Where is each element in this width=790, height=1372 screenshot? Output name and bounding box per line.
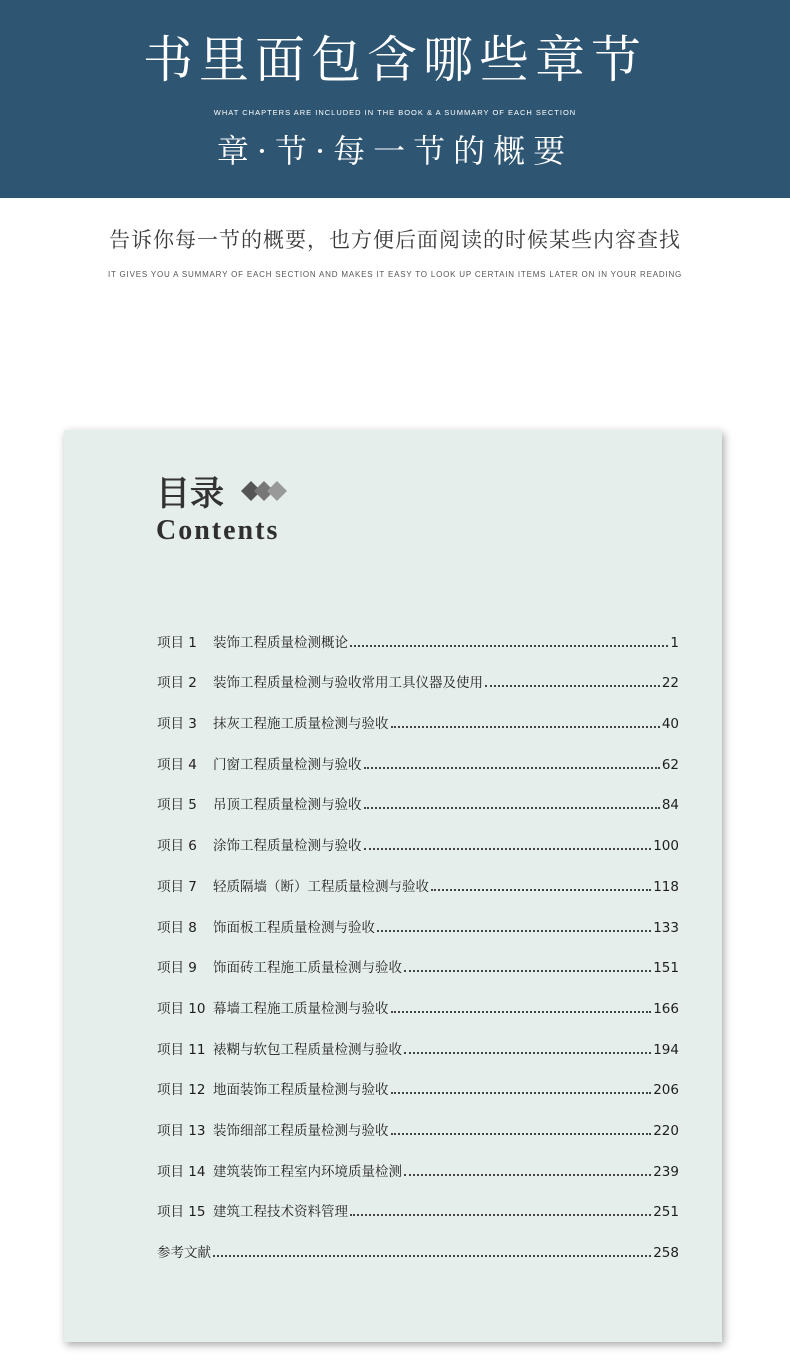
- toc-entry-title: 建筑工程技术资料管理: [213, 1204, 348, 1221]
- toc-entry-page: 151: [653, 960, 679, 977]
- toc-entry-page: 133: [653, 919, 679, 936]
- intro-text-en: IT GIVES YOU A SUMMARY OF EACH SECTION AND MAKES IT EASY TO LOOK UP CERTAIN ITEMS LATER ON IN YOUR READING: [107, 270, 683, 279]
- toc-entry-title: 涂饰工程质量检测与验收: [213, 838, 362, 855]
- dot-leader: [485, 685, 660, 687]
- toc-entry-page: 22: [661, 675, 679, 692]
- toc-entry-title: 门窗工程质量检测与验收: [213, 756, 362, 773]
- toc-entry: [157, 901, 679, 942]
- toc-entry-title: 地面装饰工程质量检测与验收: [213, 1082, 389, 1099]
- toc-entry: [157, 1145, 679, 1186]
- toc-entry-page: 84: [661, 797, 679, 814]
- toc-entry-number: 项目 7: [157, 878, 197, 895]
- toc-entry-page: 206: [653, 1082, 679, 1099]
- toc-entry: [157, 697, 679, 738]
- toc-entry-number: 项目 11: [157, 1041, 206, 1058]
- toc-entry-page: 258: [653, 1245, 679, 1261]
- toc-entry-number: 项目 9: [157, 960, 197, 977]
- toc-entry-page: 239: [653, 1163, 679, 1180]
- toc-entry-title: 饰面砖工程施工质量检测与验收: [213, 960, 402, 977]
- toc-entry-title: 装饰工程质量检测与验收常用工具仪器及使用: [213, 675, 483, 692]
- dot-leader: [391, 1133, 652, 1135]
- toc-entry-title: 幕墙工程施工质量检测与验收: [213, 1000, 389, 1017]
- toc-entry-number: 项目 10: [157, 1000, 206, 1017]
- toc-entry: [157, 1064, 679, 1105]
- toc-entry-page: 118: [653, 878, 679, 895]
- dot-leader: [391, 1011, 652, 1013]
- toc-entry-number: 项目 13: [157, 1122, 206, 1139]
- dot-leader: [364, 848, 652, 850]
- toc-entry-number: 项目 14: [157, 1163, 206, 1180]
- toc-entry-page: 220: [653, 1122, 679, 1139]
- toc-entry: [157, 1186, 679, 1227]
- banner-title: 书里面包含哪些章节: [143, 31, 647, 89]
- toc-entry: [157, 616, 679, 657]
- dot-leader: [431, 889, 651, 891]
- dot-leader: [404, 1052, 651, 1054]
- dot-leader: [404, 970, 651, 972]
- toc-page-photo: [64, 430, 722, 1342]
- toc-entry-page: 62: [661, 756, 679, 773]
- toc-entry-number: 项目 8: [157, 919, 197, 936]
- toc-entry-number: 项目 2: [157, 675, 197, 692]
- toc-entry: [157, 779, 679, 820]
- toc-entry-page: 40: [661, 716, 679, 733]
- toc-entry-page: 166: [653, 1000, 679, 1017]
- dot-leader: [391, 726, 660, 728]
- toc-entry-number: 项目 5: [157, 797, 197, 814]
- dot-leader: [404, 1174, 651, 1176]
- toc-entry-title: 装饰细部工程质量检测与验收: [213, 1122, 389, 1139]
- toc-list: [157, 616, 679, 1267]
- toc-entry-title: 装饰工程质量检测概论: [213, 634, 348, 651]
- toc-entry-title: 轻质隔墙（断）工程质量检测与验收: [213, 878, 429, 895]
- toc-entry-number: 项目 12: [157, 1082, 206, 1099]
- toc-entry-title: 吊顶工程质量检测与验收: [213, 797, 362, 814]
- dot-leader: [364, 807, 660, 809]
- dot-leader: [213, 1255, 651, 1257]
- toc-entry-number: 项目 15: [157, 1204, 206, 1221]
- dot-leader: [391, 1092, 652, 1094]
- toc-entry: [157, 1104, 679, 1145]
- toc-entry-title: 参考文献: [157, 1245, 211, 1261]
- toc-entry-number: 项目 4: [157, 756, 197, 773]
- toc-entry-number: 项目 3: [157, 716, 197, 733]
- toc-entry-page: 251: [653, 1204, 679, 1221]
- toc-entry-number: 项目 6: [157, 838, 197, 855]
- toc-entry: [157, 1023, 679, 1064]
- dot-leader: [377, 930, 651, 932]
- toc-entry-number: 项目 1: [157, 634, 197, 651]
- toc-heading-en: Contents: [156, 515, 280, 546]
- toc-entry: [157, 982, 679, 1023]
- toc-entry-title: 抹灰工程施工质量检测与验收: [213, 716, 389, 733]
- toc-entry-page: 194: [653, 1041, 679, 1058]
- header-banner: [0, 0, 790, 198]
- dot-leader: [350, 1214, 651, 1216]
- banner-subtitle: 章·节·每一节的概要: [216, 132, 574, 170]
- intro-text: 告诉你每一节的概要，也方便后面阅读的时候某些内容查找: [109, 228, 681, 252]
- dot-leader: [364, 767, 660, 769]
- toc-entry: [157, 657, 679, 698]
- toc-entry: [157, 942, 679, 983]
- toc-entry: [157, 1226, 679, 1267]
- toc-entry-page: 1: [670, 634, 679, 651]
- toc-entry-title: 建筑装饰工程室内环境质量检测: [213, 1163, 402, 1180]
- toc-entry-page: 100: [653, 838, 679, 855]
- toc-heading-cn: 目录: [156, 474, 224, 514]
- toc-entry: [157, 860, 679, 901]
- toc-entry: [157, 738, 679, 779]
- toc-entry-title: 饰面板工程质量检测与验收: [213, 919, 375, 936]
- toc-entry-title: 裱糊与软包工程质量检测与验收: [213, 1041, 402, 1058]
- banner-subtitle-en: WHAT CHAPTERS ARE INCLUDED IN THE BOOK & A SUMMARY OF EACH SECTION: [213, 108, 577, 117]
- dot-leader: [350, 645, 668, 647]
- diamond-ornament-icon: [239, 479, 293, 503]
- toc-heading: [156, 466, 293, 547]
- toc-entry: [157, 819, 679, 860]
